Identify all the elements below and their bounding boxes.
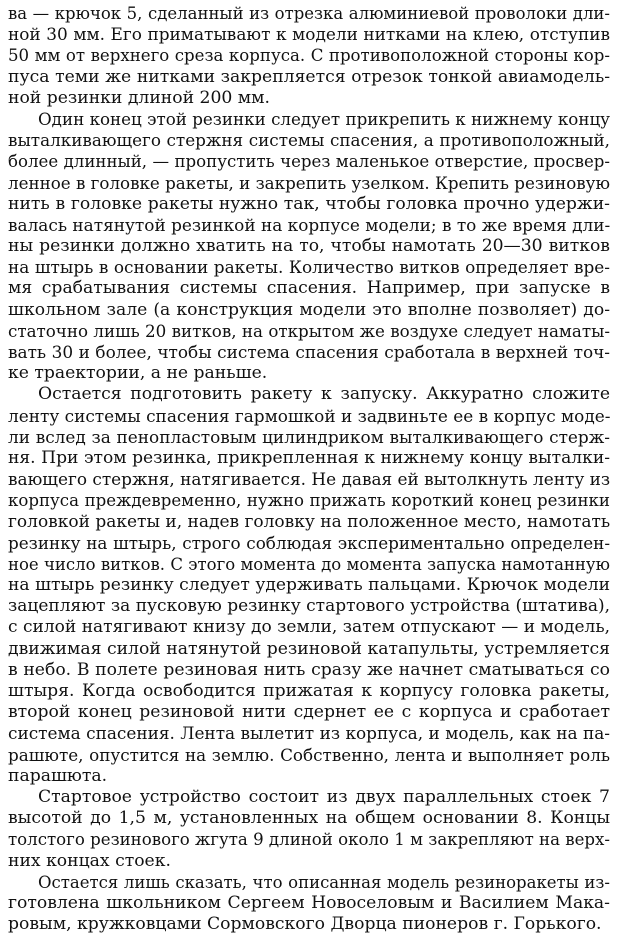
text-line: 50 мм от верхнего среза корпуса. С противоположной стороны кор- xyxy=(8,46,610,66)
text-line: высотой до 1,5 м, установленных на общем основании 8. Концы xyxy=(8,808,610,829)
text-line: ленту системы спасения гармошкой и задвиньте ее в корпус моде- xyxy=(8,405,610,426)
text-line: на штырь в основании ракеты. Количество витков определяет вре- xyxy=(8,257,610,278)
text-line: с силой натягивают книзу до земли, затем отпускают — и модель, xyxy=(8,617,610,638)
paragraph xyxy=(8,787,610,872)
text-line: штыря. Когда освободится прижатая к корпусу головка ракеты, xyxy=(8,681,610,701)
text-line: на штырь резинку следует удерживать пальцами. Крючок модели xyxy=(8,575,610,596)
text-line: ва — крючок 5, сделанный из отрезка алюминиевой проволоки дли- xyxy=(8,4,610,23)
text-line: Остается лишь сказать, что описанная модель резиноракеты из- xyxy=(38,872,610,892)
text-line: готовлена школьником Сергеем Новоселовым и Василием Мака- xyxy=(8,892,610,913)
text-line: система спасения. Лента вылетит из корпуса, и модель, как на па- xyxy=(8,723,610,744)
paragraph xyxy=(8,109,610,384)
text-line: второй конец резиновой нити сдернет ее с корпуса и сработает xyxy=(8,702,610,723)
text-line: рашюте, опустится на землю. Собственно, лента и выполняет роль xyxy=(8,744,610,765)
text-line: корпуса преждевременно, нужно прижать короткий конец резинки xyxy=(8,491,610,511)
text-line: ной резинки длиной 200 мм. xyxy=(8,87,270,108)
text-line: ленное в головке ракеты, и закрепить узелком. Крепить резиновую xyxy=(8,172,610,193)
text-line: ли вслед за пенопластовым цилиндриком выталкивающего стерж- xyxy=(8,426,610,447)
text-line: вающего стержня, натягивается. Не давая ей вытолкнуть ленту из xyxy=(8,469,610,490)
text-line: нить в головке ракеты нужно так, чтобы головка прочно удержи- xyxy=(8,193,610,214)
text-line: толстого резинового жгута 9 длиной около 1 м закрепляют на верх- xyxy=(8,830,610,850)
text-line: статочно лишь 20 витков, на открытом же воздухе следует наматы- xyxy=(8,320,610,341)
text-line: движимая силой натянутой резиновой катапульты, устремляется xyxy=(8,638,610,659)
text-line: головкой ракеты и, надев головку на положенное место, намотать xyxy=(8,511,610,532)
text-line: них концах стоек. xyxy=(8,850,171,871)
text-line: в небо. В полете резиновая нить сразу же начнет сматываться со xyxy=(8,659,610,680)
text-line: более длинный, — пропустить через маленькое отверстие, просвер- xyxy=(8,152,610,172)
paragraph xyxy=(8,872,610,935)
text-line: резинку на штырь, строго соблюдая экспериментально определен- xyxy=(8,532,610,553)
text-line: ны резинки должно хватить на то, чтобы намотать 20—30 витков xyxy=(8,236,610,257)
text-line: валась натянутой резинкой на корпусе модели; в то же время дли- xyxy=(8,214,610,235)
text-line: школьном зале (а конструкция модели это вполне позволяет) до- xyxy=(8,299,610,320)
text-line: ное число витков. С этого момента до момента запуска намотанную xyxy=(8,554,610,574)
text-line: пуса теми же нитками закрепляется отрезок тонкой авиамодель- xyxy=(8,66,610,87)
paragraph xyxy=(8,3,610,109)
text-line: парашюта. xyxy=(8,765,108,786)
text-line: Один конец этой резинки следует прикрепить к нижнему концу xyxy=(38,108,610,129)
text-line: Стартовое устройство состоит из двух параллельных стоек 7 xyxy=(38,786,610,807)
text-line: ной 30 мм. Его приматывают к модели нитками на клею, отступив xyxy=(8,24,610,45)
text-line: ровым, кружковцами Сормовского Дворца пионеров г. Горького. xyxy=(8,914,602,935)
text-line: ке траектории, а не раньше. xyxy=(8,363,268,384)
text-line: мя срабатывания системы спасения. Например, при запуске в xyxy=(8,278,610,299)
text-line: Остается подготовить ракету к запуску. Аккуратно сложите xyxy=(38,384,610,405)
text-line: ня. При этом резинка, прикрепленная к нижнему концу выталки- xyxy=(8,447,610,468)
text-line: вать 30 и более, чтобы система спасения сработала в верхней точ- xyxy=(8,342,610,362)
text-line: выталкивающего стержня системы спасения, а противоположный, xyxy=(8,130,610,151)
paragraph xyxy=(8,384,610,787)
text-line: зацепляют за пусковую резинку стартового устройства (штатива), xyxy=(8,596,610,617)
